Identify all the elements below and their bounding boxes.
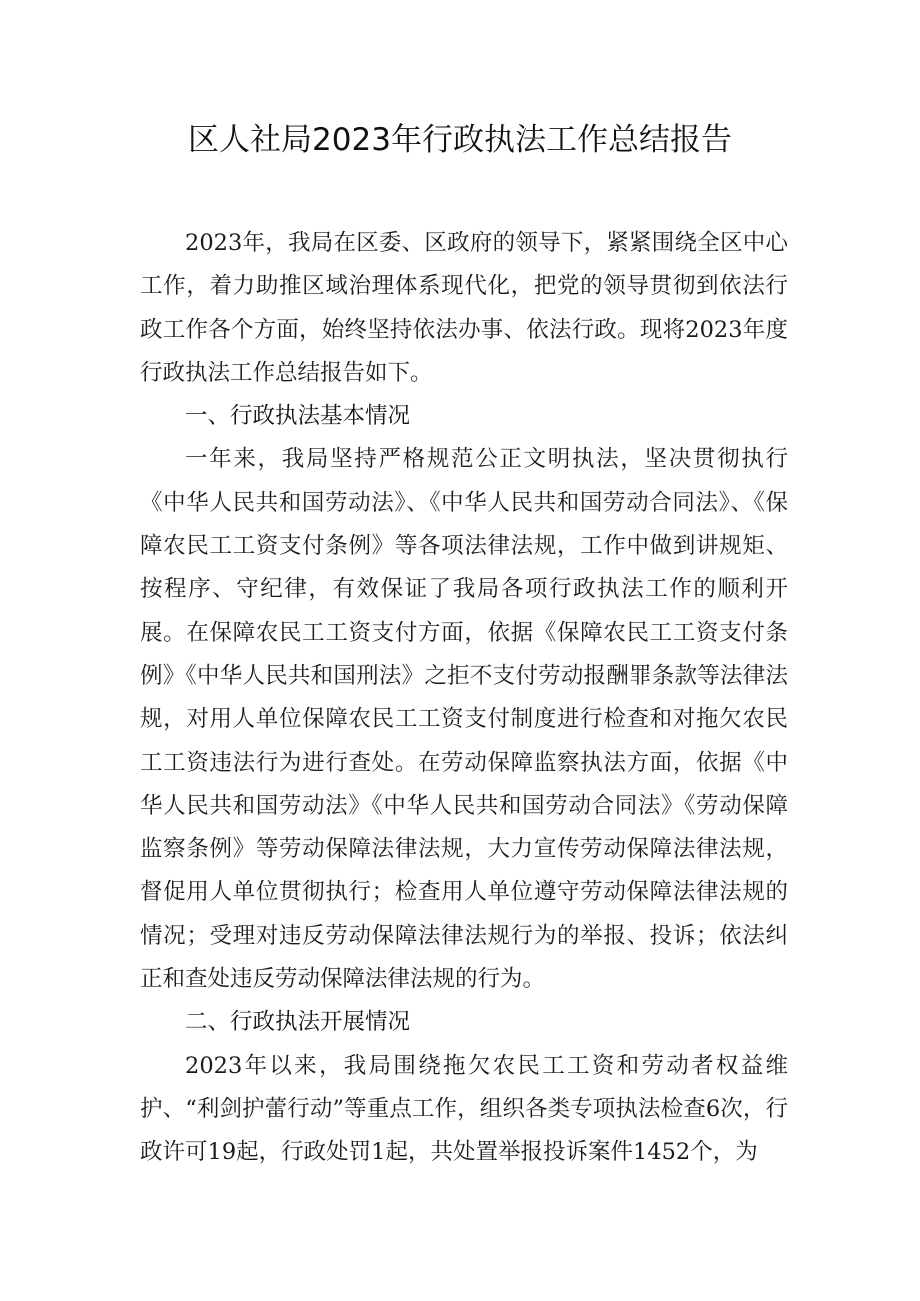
- section-paragraph-enforcement-progress: 2023年以来，我局围绕拖欠农民工工资和劳动者权益维护、“利剑护蕾行动”等重点工作，组织各类专项执法检查6次，行政许可19起，行政处罚1起，共处置举报投诉案件1452个，为: [140, 1052, 788, 1166]
- section-heading-enforcement-progress: 二、行政执法开展情况: [185, 1009, 411, 1036]
- document-body: [140, 222, 788, 1175]
- section-heading-basic-situation: 一、行政执法基本情况: [185, 403, 411, 430]
- document-title: 区人社局2023年行政执法工作总结报告: [188, 122, 732, 158]
- intro-paragraph: 2023年，我局在区委、区政府的领导下，紧紧围绕全区中心工作，着力助推区域治理体系现代化，把党的领导贯彻到依法行政工作各个方面，始终坚持依法办事、依法行政。现将2023年度行政执法工作总结报告如下。: [140, 230, 788, 386]
- section-paragraph-basic-situation: 一年来，我局坚持严格规范公正文明执法，坚决贯彻执行《中华人民共和国劳动法》、《中华人民共和国劳动合同法》、《保障农民工工资支付条例》等各项法律法规，工作中做到讲规矩、按程序、守纪律，有效保证了我局各项行政执法工作的顺利开展。在保障农民工工资支付方面，依据《保障农民工工资支付条例》《中华人民共和国刑法》之拒不支付劳动报酬罪条款等法律法规，对用人单位保障农民工工资支付制度进行检查和对拖欠农民工工资违法行为进行查处。在劳动保障监察执法方面，依据《中华人民共和国劳动法》《中华人民共和国劳动合同法》《劳动保障监察条例》等劳动保障法律法规，大力宣传劳动保障法律法规，督促用人单位贯彻执行；检查用人单位遵守劳动保障法律法规的情况；受理对违反劳动保障法律法规行为的举报、投诉；依法纠正和查处违反劳动保障法律法规的行为。: [140, 446, 788, 993]
